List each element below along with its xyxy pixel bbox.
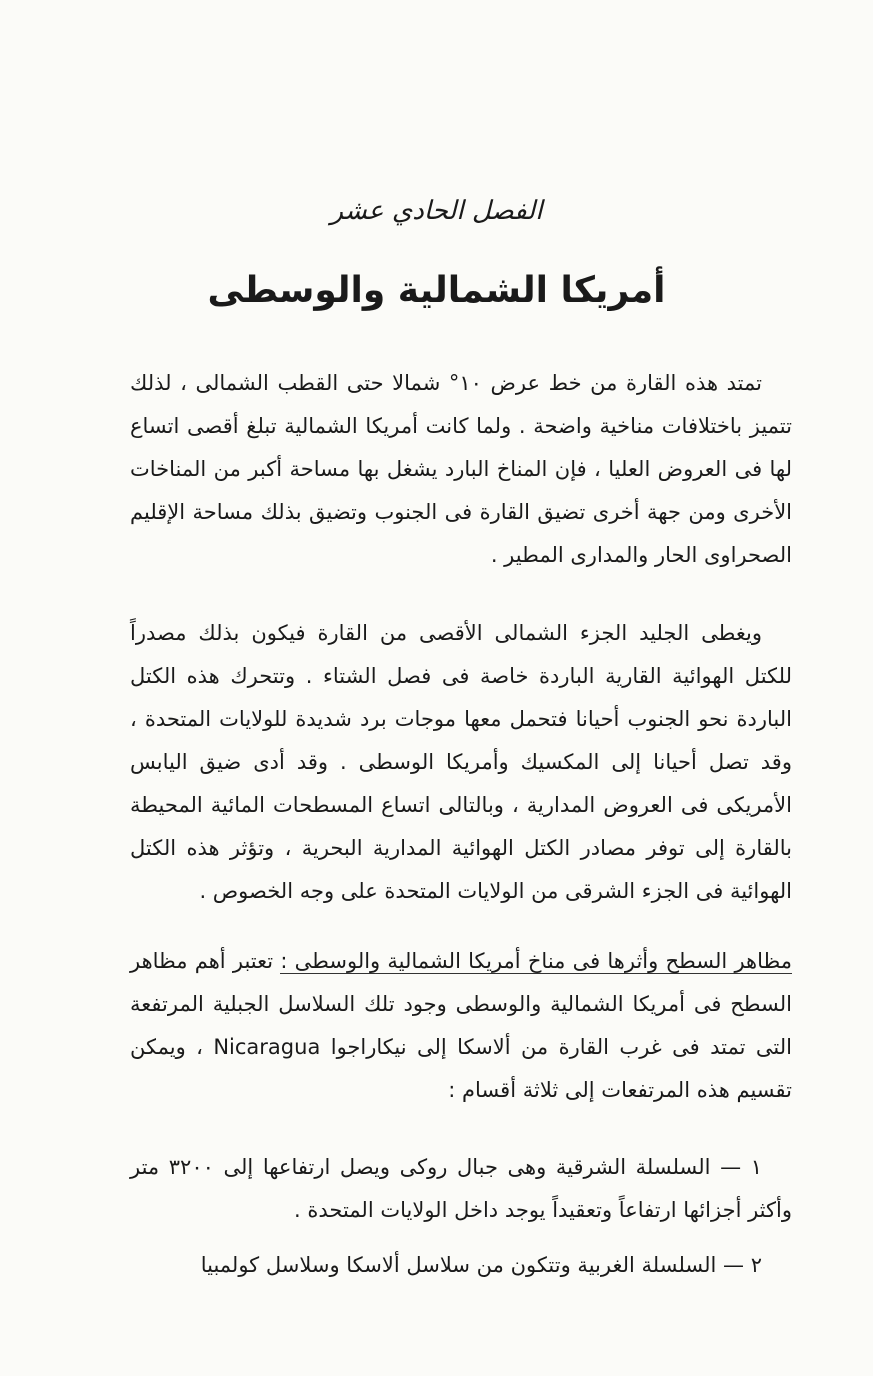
list-item-1: [130, 1146, 792, 1232]
list-item-2: [130, 1244, 792, 1287]
section-heading: مظاهر السطح وأثرها فى مناخ أمريكا الشمالية والوسطى :: [280, 949, 792, 973]
paragraph-1-text: تمتد هذه القارة من خط عرض ١٠° شمالا حتى القطب الشمالى ، لذلك تتميز باختلافات مناخية واضحة . ولما كانت أمريكا الشمالية تبلغ أقصى اتساع لها فى العروض العليا ، فإن المناخ البارد يشغل بها مساحة أكبر من المناخات الأخرى ومن جهة أخرى تضيق القارة فى الجنوب وتضيق بذلك مساحة الإقليم الصحراوى الحار والمدارى المطير .: [130, 371, 792, 567]
chapter-label: الفصل الحادي عشر: [330, 196, 543, 226]
list-item-2-text: ٢ — السلسلة الغربية وتتكون من سلاسل ألاسكا وسلاسل كولمبيا: [200, 1253, 762, 1277]
section-body-before: تعتبر أهم مظاهر السطح فى أمريكا الشمالية والوسطى وجود تلك السلاسل الجبلية المرتفعة التى تمتد فى غرب القارة من ألاسكا إلى نيكاراجوا: [130, 949, 792, 1059]
list-item-1-text: ١ — السلسلة الشرقية وهى جبال روكى ويصل ارتفاعها إلى ٣٢٠٠ متر وأكثر أجزائها ارتفاعاً وتعقيداً يوجد داخل الولايات المتحدة .: [130, 1155, 792, 1222]
paragraph-2: [130, 612, 792, 913]
chapter-title: أمريكا الشمالية والوسطى: [207, 270, 666, 311]
surface-features-paragraph: [130, 940, 792, 1112]
paragraph-2-text: ويغطى الجليد الجزء الشمالى الأقصى من القارة فيكون بذلك مصدراً للكتل الهوائية القارية الباردة خاصة فى فصل الشتاء . وتتحرك هذه الكتل الباردة نحو الجنوب أحيانا فتحمل معها موجات برد شديدة للولايات المتحدة ، وقد تصل أحيانا إلى المكسيك وأمريكا الوسطى . وقد أدى ضيق اليابس الأمريكى فى العروض المدارية ، وبالتالى اتساع المسطحات المائية المحيطة بالقارة إلى توفر مصادر الكتل الهوائية المدارية البحرية ، وتؤثر هذه الكتل الهوائية فى الجزء الشرقى من الولايات المتحدة على وجه الخصوص .: [130, 621, 792, 903]
section-body-after: ، ويمكن تقسيم هذه المرتفعات إلى ثلاثة أقسام :: [130, 1035, 792, 1102]
paragraph-1: [130, 362, 792, 577]
latin-term: Nicaragua: [213, 1035, 321, 1059]
